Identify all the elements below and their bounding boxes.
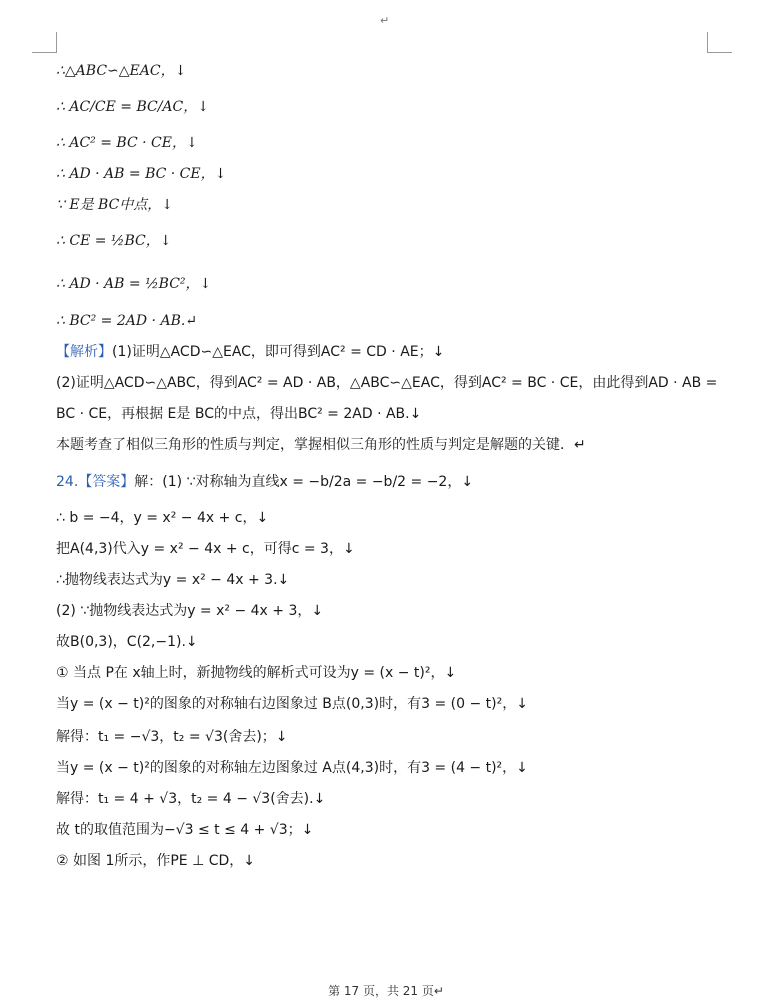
q24-line-7: ① 当点 P在 x轴上时，新抛物线的解析式可设为y = (x − t)²，↓ — [56, 665, 457, 681]
analysis-line-1 — [56, 343, 444, 361]
q24-line-4: ∴抛物线表达式为y = x² − 4x + 3.↓ — [56, 572, 290, 588]
analysis-line-4: 本题考查了相似三角形的性质与判定，掌握相似三角形的性质与判定是解题的关键．↵ — [56, 437, 586, 453]
proof-line-3: ∴ AC² = BC · CE，↓ — [56, 135, 198, 151]
q24-line-5: (2) ∵抛物线表达式为y = x² − 4x + 3，↓ — [56, 603, 324, 619]
q24-line-6: 故B(0,3)，C(2,−1).↓ — [56, 634, 198, 650]
analysis-text-1: (1)证明△ACD∽△EAC，即可得到AC² = CD · AE；↓ — [112, 344, 445, 360]
q24-line-9: 解得：t₁ = −√3，t₂ = √3(舍去)；↓ — [56, 729, 288, 745]
q24-line-3: 把A(4,3)代入y = x² − 4x + c，可得c = 3，↓ — [56, 541, 355, 557]
q24-answer-tag: 【答案】 — [78, 474, 135, 490]
proof-line-1: ∴△ABC∽△EAC，↓ — [56, 63, 187, 79]
q24-number: 24. — [56, 474, 79, 490]
paragraph-mark: ↵ — [380, 14, 390, 27]
q24-line-11: 解得：t₁ = 4 + √3，t₂ = 4 − √3(舍去).↓ — [56, 791, 326, 807]
analysis-tag: 【解析】 — [56, 344, 112, 360]
proof-line-7: ∴ AD · AB = ½BC²，↓ — [56, 276, 212, 292]
crop-mark-top-left — [32, 32, 57, 53]
proof-line-2: ∴ AC/CE = BC/AC，↓ — [56, 99, 209, 115]
q24-line-10: 当y = (x − t)²的图象的对称轴左边图象过 A点(4,3)时，有3 = (4 − t)²，↓ — [56, 760, 528, 776]
analysis-line-2: (2)证明△ACD∽△ABC，得到AC² = AD · AB，△ABC∽△EAC，得到AC² = BC · CE，由此得到AD · AB = — [56, 375, 718, 391]
analysis-line-3: BC · CE，再根据 E是 BC的中点，得出BC² = 2AD · AB.↓ — [56, 406, 422, 422]
proof-line-5: ∵ E是 BC中点，↓ — [56, 197, 174, 213]
q24-line-8: 当y = (x − t)²的图象的对称轴右边图象过 B点(0,3)时，有3 = (0 − t)²，↓ — [56, 696, 528, 712]
crop-mark-top-right — [707, 32, 732, 53]
q24-line-2: ∴ b = −4，y = x² − 4x + c，↓ — [56, 510, 269, 526]
q24-line-1 — [56, 473, 473, 491]
page-footer: 第 17 页，共 21 页↵ — [328, 984, 444, 998]
proof-line-6: ∴ CE = ½BC，↓ — [56, 233, 172, 249]
proof-line-8: ∴ BC² = 2AD · AB.↵ — [56, 313, 198, 329]
q24-line-13: ② 如图 1所示，作PE ⊥ CD，↓ — [56, 853, 256, 869]
q24-line-12: 故 t的取值范围为−√3 ≤ t ≤ 4 + √3；↓ — [56, 822, 314, 838]
q24-text-1: 解：(1) ∵对称轴为直线x = −b/2a = −b/2 = −2，↓ — [134, 474, 474, 490]
proof-line-4: ∴ AD · AB = BC · CE，↓ — [56, 166, 227, 182]
